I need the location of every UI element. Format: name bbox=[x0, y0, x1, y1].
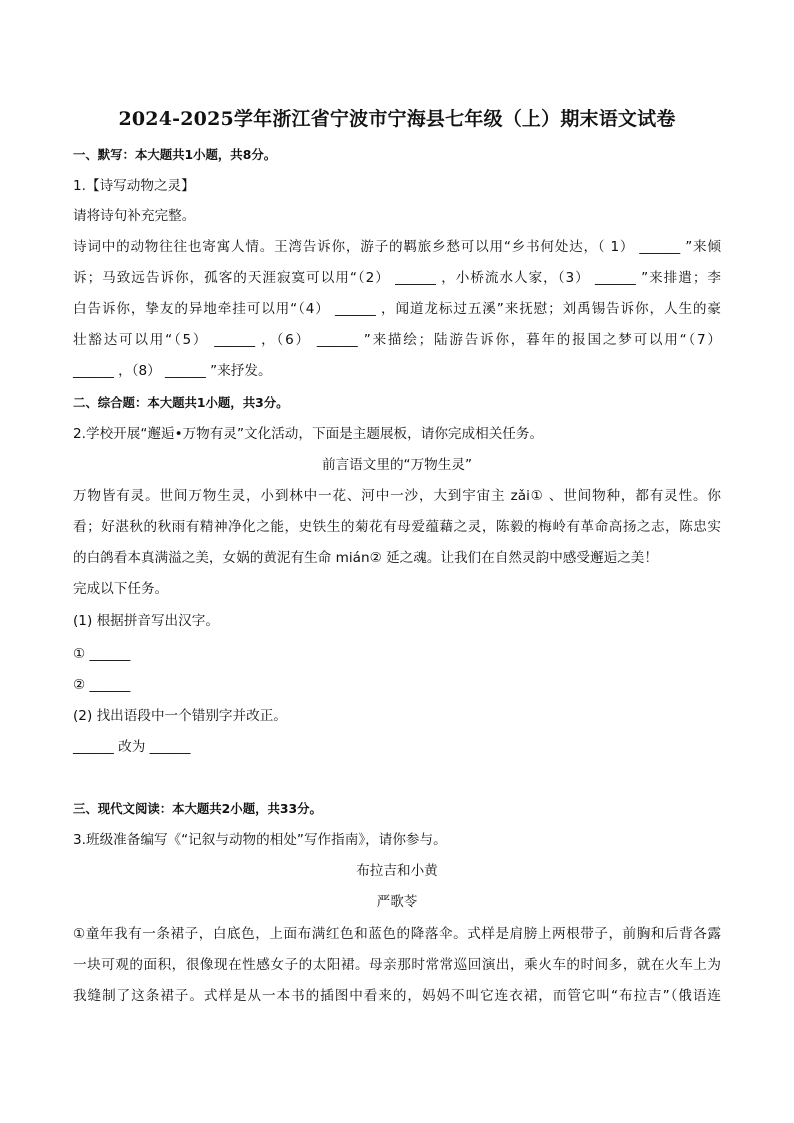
article-author: 严歌苓 bbox=[376, 894, 418, 910]
article-line-2: 一块可观的面积，很像现在性感女子的太阳裙。母亲那时常常巡回演出，乘火车的时间多，就在火车上为 bbox=[73, 957, 721, 973]
question-1-label: 1.【诗写动物之灵】 bbox=[73, 178, 195, 194]
subtask-1: (1) 根据拼音写出汉字。 bbox=[73, 613, 219, 629]
board-passage-line-1: 万物皆有灵。世间万物生灵，小到林中一花、河中一沙，大到宇宙主 zǎi① 、世间物种，都有灵性。你 bbox=[73, 488, 721, 504]
correction-blank: ______ 改为 ______ bbox=[73, 739, 191, 755]
article-title: 布拉吉和小黄 bbox=[356, 863, 438, 879]
board-passage-line-2: 看；好湛秋的秋雨有精神净化之能，史铁生的菊花有母爱蕴藉之灵，陈毅的梅岭有革命高扬之志，陈忠实 bbox=[73, 519, 721, 535]
poem-fill-line-3: 白告诉你，挚友的异地牵挂可以用“（4） ______ ，闻道龙标过五溪”来抚慰；刘禹锡告诉你，人生的豪 bbox=[73, 301, 721, 317]
question-2-intro: 2.学校开展“邂逅•万物有灵”文化活动，下面是主题展板，请你完成相关任务。 bbox=[73, 426, 544, 442]
subtask-2: (2) 找出语段中一个错别字并改正。 bbox=[73, 708, 287, 724]
board-title: 前言语文里的“万物生灵” bbox=[321, 457, 473, 473]
article-line-1: ①童年我有一条裙子，白底色，上面布满红色和蓝色的降落伞。式样是肩膀上两根带子，前胸和后背各露 bbox=[73, 926, 721, 942]
poem-fill-line-4: 壮豁达可以用“（5） ______ ，（6） ______ ”来描绘；陆游告诉你，暮年的报国之梦可以用“（7） bbox=[73, 332, 721, 348]
answer-blank-1: ① ______ bbox=[73, 646, 131, 662]
board-passage-line-3: 的白鸽看本真满溢之美，女娲的黄泥有生命 mián② 延之魂。让我们在自然灵韵中感受邂逅之美！ bbox=[73, 550, 658, 566]
task-intro: 完成以下任务。 bbox=[73, 581, 169, 597]
section-1-heading: 一、默写：本大题共1小题，共8分。 bbox=[73, 147, 277, 162]
question-1-instruction: 请将诗句补充完整。 bbox=[73, 208, 196, 224]
poem-fill-line-1: 诗词中的动物往往也寄寓人情。王湾告诉你，游子的羁旅乡愁可以用“乡书何处达，（ 1） ______ ”来倾 bbox=[73, 239, 721, 255]
section-2-heading: 二、综合题：本大题共1小题，共3分。 bbox=[73, 395, 289, 410]
answer-blank-2: ② ______ bbox=[73, 677, 131, 693]
article-line-3: 我缝制了这条裙子。式样是从一本书的插图中看来的，妈妈不叫它连衣裙，而管它叫“布拉吉”（俄语连 bbox=[73, 988, 721, 1004]
question-3-intro: 3.班级准备编写《“记叙与动物的相处”写作指南》，请你参与。 bbox=[73, 832, 447, 848]
exam-title: 2024-2025学年浙江省宁波市宁海县七年级（上）期末语文试卷 bbox=[118, 108, 676, 130]
poem-fill-line-2: 诉；马致远告诉你，孤客的天涯寂寞可以用“（2） ______ ，小桥流水人家，（3） ______ ”来排遣；李 bbox=[73, 270, 721, 286]
section-3-heading: 三、现代文阅读：本大题共2小题，共33分。 bbox=[73, 801, 322, 816]
poem-fill-line-5: ______ ，（8） ______ ”来抒发。 bbox=[73, 363, 272, 379]
